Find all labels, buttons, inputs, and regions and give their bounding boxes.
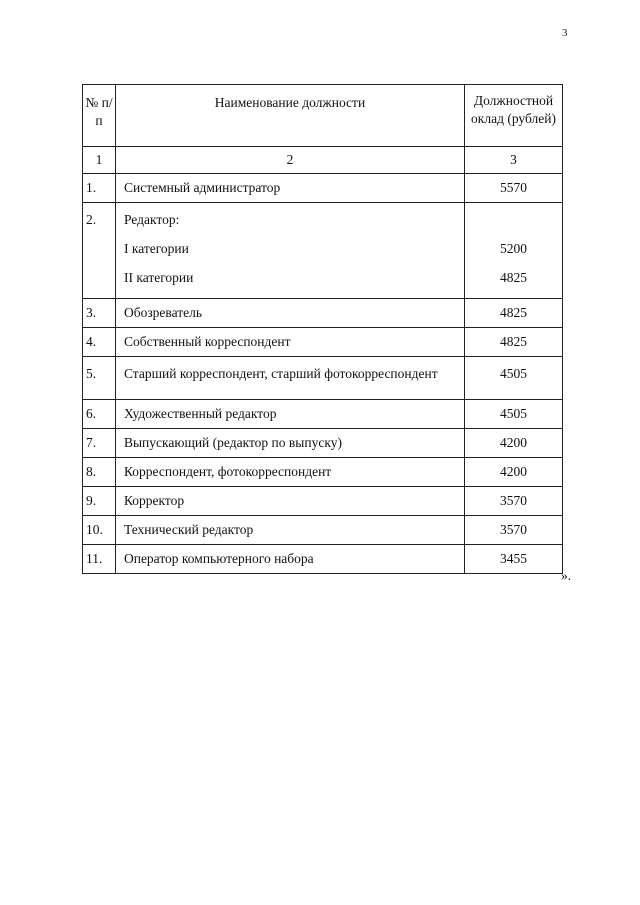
table-row	[83, 458, 563, 487]
salary-value: 3570	[465, 487, 563, 516]
salary-value: 5570	[465, 174, 563, 203]
column-numbers-row	[83, 147, 563, 174]
position-name: Корреспондент, фотокорреспондент	[115, 458, 464, 487]
salary-value: 4825	[465, 299, 563, 328]
table-row	[83, 328, 563, 357]
salary-value: 4505	[465, 357, 563, 400]
row-number: 9.	[83, 487, 116, 516]
table-row	[83, 357, 563, 400]
salary-table	[82, 84, 563, 574]
salary-value-subcategory: 5200	[500, 241, 527, 256]
table-row	[83, 299, 563, 328]
salary-value: 3455	[465, 545, 563, 574]
column-number-2: 2	[115, 147, 464, 174]
table-row	[83, 174, 563, 203]
row-number: 11.	[83, 545, 116, 574]
position-name	[115, 203, 464, 299]
row-number: 1.	[83, 174, 116, 203]
position-subcategory: I категории	[123, 241, 189, 256]
position-name: Обозреватель	[115, 299, 464, 328]
salary-value: 4505	[465, 400, 563, 429]
salary-value: 3570	[465, 516, 563, 545]
salary-value-subcategory: 4825	[500, 270, 527, 285]
row-number: 8.	[83, 458, 116, 487]
header-number: № п/п	[83, 85, 116, 147]
position-name: Корректор	[115, 487, 464, 516]
header-position-name: Наименование должности	[115, 85, 464, 147]
row-number: 3.	[83, 299, 116, 328]
header-salary: Должностной оклад (рублей)	[465, 85, 563, 147]
table-header-row	[83, 85, 563, 147]
position-name: Художественный редактор	[115, 400, 464, 429]
table-row	[83, 516, 563, 545]
row-number: 4.	[83, 328, 116, 357]
table-row	[83, 487, 563, 516]
row-number: 10.	[83, 516, 116, 545]
salary-value	[465, 203, 563, 299]
position-name: Технический редактор	[115, 516, 464, 545]
page-number: 3	[562, 27, 568, 39]
row-number: 6.	[83, 400, 116, 429]
table-row	[83, 400, 563, 429]
salary-value: 4200	[465, 458, 563, 487]
position-subcategory: II категории	[123, 270, 194, 285]
position-name: Собственный корреспондент	[115, 328, 464, 357]
row-number: 7.	[83, 429, 116, 458]
salary-value: 4825	[465, 328, 563, 357]
table-row	[83, 203, 563, 299]
column-number-3: 3	[465, 147, 563, 174]
position-name: Старший корреспондент, старший фотокорреспондент	[115, 357, 464, 400]
row-number: 5.	[83, 357, 116, 400]
column-number-1: 1	[83, 147, 116, 174]
position-name: Оператор компьютерного набора	[115, 545, 464, 574]
position-name: Системный администратор	[115, 174, 464, 203]
row-number: 2.	[83, 203, 116, 299]
position-group-label: Редактор:	[123, 212, 180, 227]
position-name: Выпускающий (редактор по выпуску)	[115, 429, 464, 458]
table-row	[83, 429, 563, 458]
closing-quote: ».	[561, 568, 572, 583]
salary-value: 4200	[465, 429, 563, 458]
table-row	[83, 545, 563, 574]
